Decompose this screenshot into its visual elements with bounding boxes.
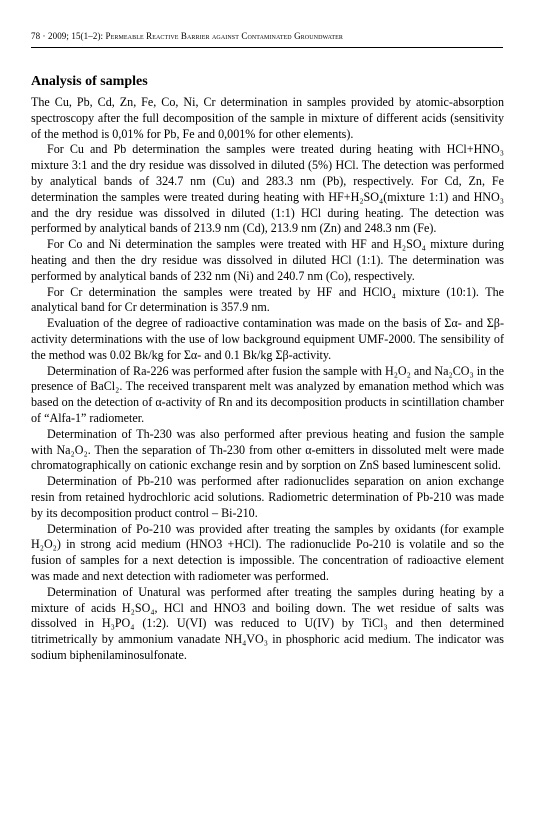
header-rule (31, 47, 503, 48)
running-head-title: Permeable Reactive Barrier against Contaminated Groundwater (105, 31, 344, 41)
paragraph-1: The Cu, Pb, Cd, Zn, Fe, Co, Ni, Cr determination in samples provided by atomic-absorption spectroscopy after the full decomposition of the sample in mixture of different acids (sensitivity of the method is 0,01% for Pb, Fe and 0,001% for other elements). (31, 95, 504, 141)
paragraph-8: Determination of Pb-210 was performed after radionuclides separation on anion exchange resin from retained hydrochloric acid solutions. Radiometric determination of Pb-210 was made by its decomposition product control – Bi-210. (31, 474, 504, 520)
paragraph-7: Determination of Th-230 was also performed after previous heating and fusion the sample with Na₂O₂. Then the separation of Th-230 from other α-emitters in dissoluted melt were made chromatographically on cationic exchange resin and by sorption on ZnS based luminescent solid. (31, 426, 504, 473)
paragraph-6: Determination of Ra-226 was performed after fusion the sample with H₂O₂ and Na₂CO₃ in the presence of BaCl₂. The received transparent melt was analyzed by emanation method which was based on the detection of α-activity of Rn and its decomposition products in scintillation chamber of “Alfa-1” radiometer. (31, 363, 504, 425)
paragraph-10: Determination of Unatural was performed after treating the samples during heating by a mixture of acids H₂SO₄, HCl and HNO3 and boiling down. The wet residue of salts was dissolved in H₃PO₄ (1:2). U(VI) was reduced to U(IV) by TiCl₃ and then determined titrimetrically by ammonium vanadate NH₄VO₃ in phosphoric acid medium. The indicator was sodium biphenilaminosulfonate. (31, 584, 504, 662)
paragraph-3: For Co and Ni determination the samples were treated with HF and H₂SO₄ mixture during heating and then the dry residue was dissolved in diluted HCl (1:1). The determination was performed by analytical bands of 232 nm (Ni) and 240.7 nm (Co), respectively. (31, 237, 504, 283)
body-text (31, 95, 504, 664)
paragraph-9: Determination of Po-210 was provided after treating the samples by oxidants (for example H₂O₂) in strong acid medium (HNO3 +HCl). The radionuclide Po-210 is volatile and so the fusion of samples for a next detection is impossible. The concentration of radioactive element was made and next detection with radiometer was performed. (31, 521, 504, 583)
section-heading: Analysis of samples (31, 74, 148, 89)
paragraph-4: For Cr determination the samples were treated by HF and HClO₄ mixture (10:1). The analytical band for Cr determination is 357.9 nm. (31, 284, 504, 315)
paragraph-5: Evaluation of the degree of radioactive contamination was made on the basis of Σα- and Σβ-activity determinations with the use of low background equipment UMF-2000. The sensibility of the method was 0.02 Bk/kg for Σα- and 0.1 Bk/kg Σβ-activity. (31, 316, 504, 362)
paragraph-2: For Cu and Pb determination the samples were treated during heating with HCl+HNO₃ mixture 3:1 and the dry residue was dissolved in diluted (5%) HCl. The detection was performed by analytical bands of 324.7 nm (Cu) and 283.3 nm (Pb), respectively. For Cd, Zn, Fe determination the samples were treated during heating with HF+H₂SO₄(mixture 1:1) and HNO₃ and the dry residue was dissolved in diluted (1:1) HCl during heating. The detection was performed by analytical bands of 213.9 nm (Cd), 213.9 nm (Zn) and 248.3 nm (Fe). (31, 142, 504, 236)
running-head (31, 31, 511, 41)
running-head-page-info: 78 · 2009; 15(1–2): (31, 31, 106, 41)
